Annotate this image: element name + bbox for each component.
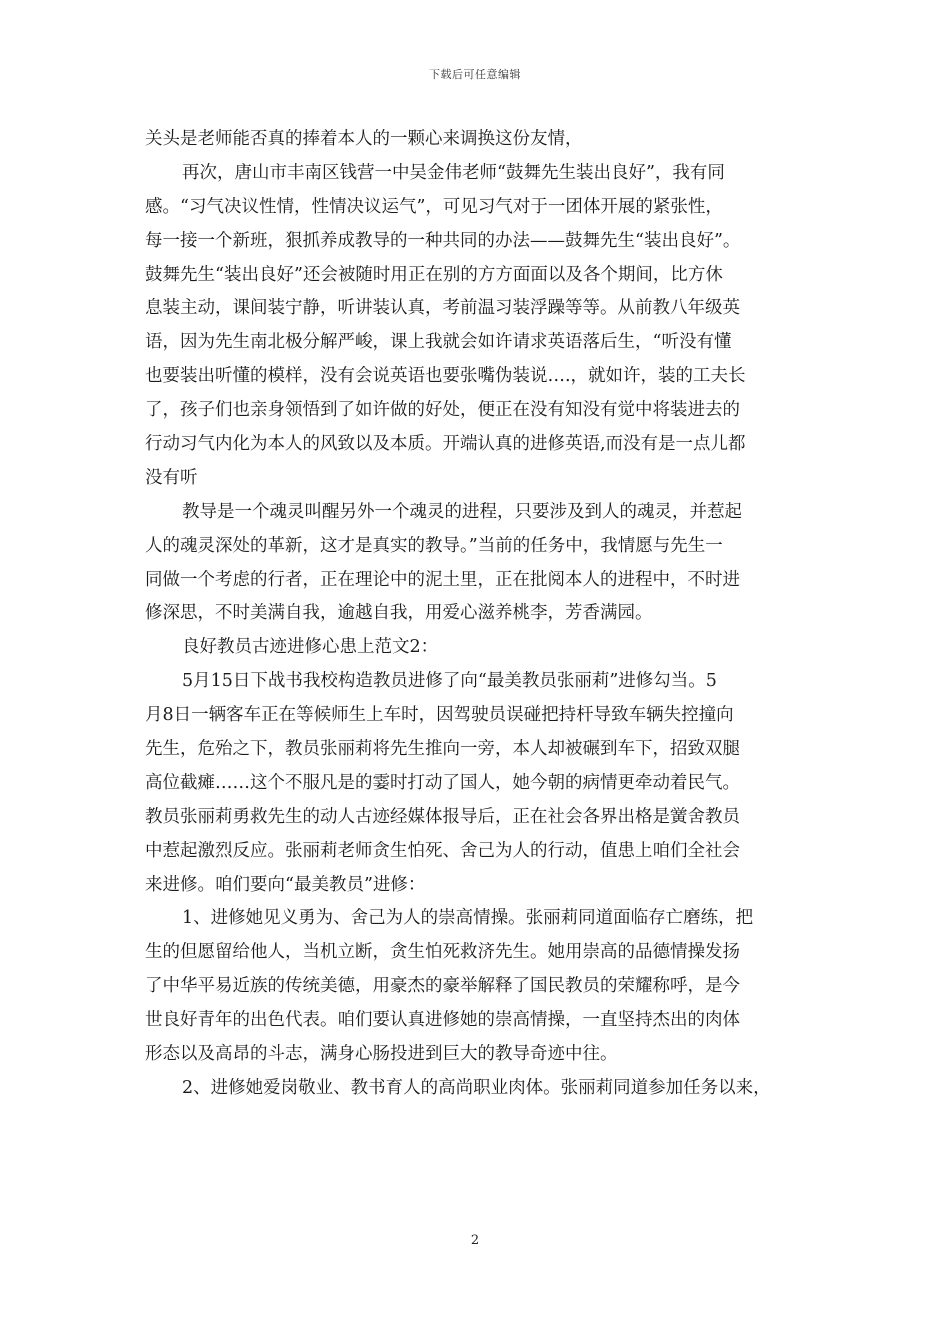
text-line: 先生，危殆之下，教员张丽莉将先生推向一旁，本人却被碾到车下，招致双腿 [145,739,740,760]
text-line: 教导是一个魂灵叫醒另外一个魂灵的进程，只要涉及到人的魂灵，并惹起 [182,501,742,522]
page-number: 2 [470,1233,480,1248]
text-line: 同做一个考虑的行者，正在理论中的泥土里，正在批阅本人的进程中，不时进 [145,569,740,590]
text-line: 没有听 [145,467,198,488]
text-line: 月8日一辆客车正在等候师生上车时，因驾驶员误碰把持杆导致车辆失控撞向 [145,705,734,726]
text-line: 了，孩子们也亲身领悟到了如许做的好处，便正在没有知没有觉中将装进去的 [145,400,740,421]
text-line: 语，因为先生南北极分解严峻，课上我就会如许请求英语落后生，“听没有懂 [145,332,732,353]
text-line: 1、进修她见义勇为、舍己为人的崇高情操。张丽莉同道面临存亡磨练，把 [182,908,754,929]
text-line: 形态以及高昂的斗志，满身心肠投进到巨大的教导奇迹中往。 [145,1044,618,1065]
text-line: 生的但愿留给他人，当机立断，贪生怕死救济先生。她用崇高的品德情操发扬 [145,942,740,963]
text-line: 世良好青年的出色代表。咱们要认真进修她的崇高情操，一直坚持杰出的肉体 [145,1010,740,1031]
text-line: 每一接一个新班，狠抓养成教导的一种共同的办法——鼓舞先生“装出良好”。 [145,230,741,251]
text-line: 鼓舞先生“装出良好”还会被随时用正在别的方方面面以及各个期间，比方休 [145,264,723,285]
text-line: 教员张丽莉勇救先生的动人古迹经媒体报导后，正在社会各界出格是黉舍教员 [145,806,740,827]
text-line: 修深思，不时美满自我，逾越自我，用爱心滋养桃李，芳香满园。 [145,603,653,624]
text-line: 人的魂灵深处的革新，这才是真实的教导。”当前的任务中，我情愿与先生一 [145,535,723,556]
text-line: 息装主动，课间装宁静，听讲装认真，考前温习装浮躁等等。从前教八年级英 [145,298,740,319]
text-line: 5月15日下战书我校构造教员进修了向“最美教员张丽莉”进修勾当。5 [182,671,717,692]
text-line: 也要装出听懂的模样，没有会说英语也要张嘴伪装说….，就如许，装的工夫长 [145,366,746,387]
text-line: 关头是老师能否真的捧着本人的一颗心来调换这份友情， [145,129,583,149]
document-body [145,123,825,1106]
page-header: 下载后可任意编辑 [429,68,521,81]
text-line: 良好教员古迹进修心患上范文2： [182,637,439,658]
text-line: 高位截瘫……这个不服凡是的霎时打动了国人，她今朝的病情更牵动着民气。 [145,772,740,793]
text-line: 感。“习气决议性情，性情决议运气”，可见习气对于一团体开展的紧张性， [145,196,723,217]
text-line: 了中华平易近族的传统美德，用豪杰的豪举解释了国民教员的荣耀称呼，是今 [145,976,740,997]
text-line: 来进修。咱们要向“最美教员”进修： [145,874,426,895]
text-line: 行动习气内化为本人的风致以及本质。开端认真的进修英语,而没有是一点儿都 [145,434,746,455]
text-line: 再次，唐山市丰南区钱营一中吴金伟老师“鼓舞先生装出良好”，我有同 [182,162,725,183]
text-line: 2、进修她爱岗敬业、教书育人的高尚职业肉体。张丽莉同道参加任务以来， [182,1077,771,1098]
text-line: 中惹起激烈反应。张丽莉老师贪生怕死、舍己为人的行动，值患上咱们全社会 [145,840,740,861]
